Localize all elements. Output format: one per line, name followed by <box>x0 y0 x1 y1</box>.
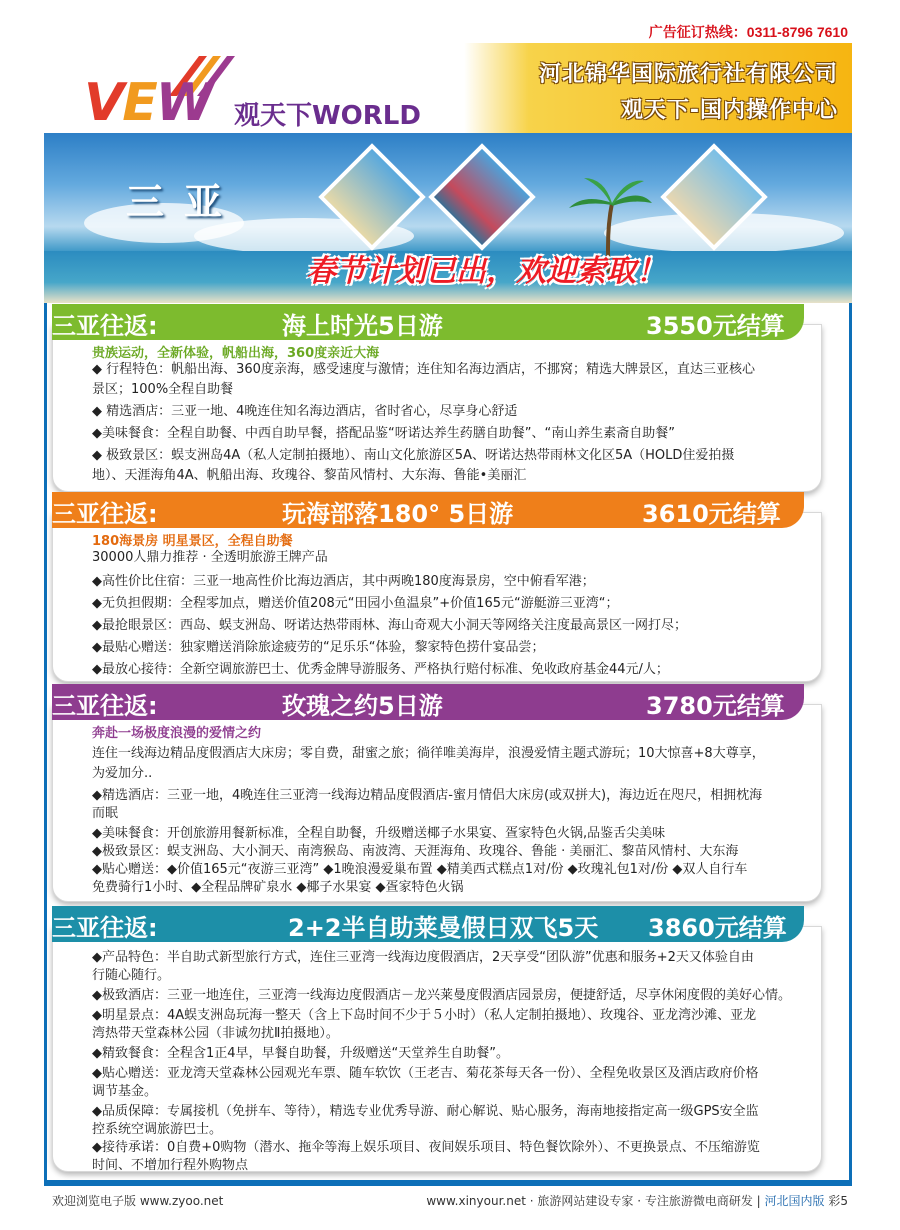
footer-right: www.xinyour.net · 旅游网站建设专家 · 专注旅游微电商研发 | 河北国内版 彩5 <box>426 1194 848 1208</box>
tour-line: 连住一线海边精品度假酒店大床房；零自费，甜蜜之旅；徜徉唯美海岸，浪漫爱情主题式游玩；10大惊喜+8大尊享， <box>92 746 765 761</box>
tour-section <box>52 492 822 682</box>
tour-name: 玫瑰之约5日游 <box>282 692 443 720</box>
destination-banner <box>44 133 852 303</box>
tour-line: 湾热带天堂森林公园（非诚勿扰Ⅱ拍摄地）。 <box>92 1026 339 1041</box>
tour-line: 调节基金。 <box>92 1084 158 1099</box>
couple-photo <box>428 143 535 250</box>
header <box>44 43 852 133</box>
tour-line: 30000人鼎力推荐 · 全透明旅游王牌产品 <box>92 550 328 565</box>
footer-edition: 河北国内版 <box>764 1194 825 1208</box>
tour-line: ◆美味餐食：全程自助餐、中西自助早餐，搭配品鉴“呀诺达养生药膳自助餐”、“南山养生素斋自助餐” <box>92 426 675 441</box>
tour-line: ◆ 精选酒店：三亚一地、4晚连住知名海边酒店，省时省心，尽享身心舒适 <box>92 404 518 419</box>
company-name: 河北锦华国际旅行社有限公司 <box>538 62 838 87</box>
tour-line: ◆精致餐食：全程含1正4早，早餐自助餐，升级赠送“天堂养生自助餐”。 <box>92 1046 510 1061</box>
tour-line: ◆产品特色：半自助式新型旅行方式，连住三亚湾一线海边度假酒店，2天享受“团队游”优惠和服务+2天又体验自由 <box>92 950 754 965</box>
tour-line: ◆明星景点：4A蜈支洲岛玩海一整天（含上下岛时间不少于５小时）（私人定制拍摄地）、玫瑰谷、亚龙湾沙滩、亚龙 <box>92 1008 757 1023</box>
tour-name: 玩海部落180° 5日游 <box>282 500 514 528</box>
logo-subtitle: 观天下WORLD <box>234 101 421 131</box>
footer-site: www.xinyour.net · 旅游网站建设专家 · 专注旅游微电商研发 <box>426 1194 753 1208</box>
tour-line: 行随心随行。 <box>92 968 171 983</box>
tour-subtitle: 贵族运动，全新体验，帆船出海，360度亲近大海 <box>92 346 380 361</box>
tour-price: 3610元结算 <box>642 500 781 528</box>
tour-price: 3550元结算 <box>646 312 785 340</box>
tour-line: 免费骑行1小时、◆全程品牌矿泉水 ◆椰子水果宴 ◆疍家特色火锅 <box>92 880 464 895</box>
tour-line: ◆高性价比住宿：三亚一地高性价比海边酒店，其中两晚180度海景房，空中俯看军港； <box>92 574 595 589</box>
tour-line: ◆最抢眼景区：西岛、蜈支洲岛、呀诺达热带雨林、海山奇观大小洞天等网络关注度最高景区一网打尽； <box>92 618 687 633</box>
tour-route: 三亚往返: <box>52 914 158 942</box>
tour-line: ◆最放心接待：全新空调旅游巴士、优秀金牌导游服务、严格执行赔付标准、免收政府基金44元/人； <box>92 662 669 677</box>
tour-line: 地）、天涯海角4A、帆船出海、玫瑰谷、黎苗风情村、大东海、鲁能•美丽汇 <box>92 468 527 483</box>
tour-line: 控系统空调旅游巴士。 <box>92 1122 223 1137</box>
tour-title-bar <box>52 304 804 340</box>
tour-name: 2+2半自助莱曼假日双飞5天 <box>288 914 599 942</box>
footer-left: 欢迎浏览电子版 www.zyoo.net <box>52 1194 224 1208</box>
tour-line: ◆美味餐食：开创旅游用餐新标准，全程自助餐，升级赠送椰子水果宴、疍家特色火锅,品鉴舌尖美味 <box>92 826 666 841</box>
tour-subtitle: 180海景房 明星景区，全程自助餐 <box>92 534 293 549</box>
tour-subtitle: 奔赴一场极度浪漫的爱情之约 <box>92 726 262 741</box>
tour-line: ◆ 行程特色：帆船出海、360度亲海，感受速度与激情；连住知名海边酒店，不挪窝；精选大牌景区，直达三亚核心 <box>92 362 755 377</box>
logo: VEW <box>84 73 212 133</box>
tour-line: 而眠 <box>92 806 119 821</box>
tour-line: ◆极致酒店：三亚一地连住，三亚湾一线海边度假酒店－龙兴莱曼度假酒店园景房，便捷舒适，尽享休闲度假的美好心情。 <box>92 988 791 1003</box>
tour-line: 景区；100%全程自助餐 <box>92 382 234 397</box>
tour-title-bar <box>52 684 804 720</box>
company-department: 观天下-国内操作中心 <box>620 98 838 123</box>
tour-line: ◆品质保障：专属接机（免拼车、等待），精选专业优秀导游、耐心解说、贴心服务，海南地接指定高一级GPS安全监 <box>92 1104 759 1119</box>
tour-line: ◆精选酒店：三亚一地，4晚连住三亚湾一线海边精品度假酒店-蜜月情侣大床房(或双拼大)，海边近在咫尺，相拥枕海 <box>92 788 763 803</box>
destination-title: 三亚 <box>126 179 243 224</box>
slogan: 春节计划已出，欢迎索取！ <box>306 254 666 289</box>
tour-route: 三亚往返: <box>52 312 158 340</box>
tour-line: ◆ 极致景区：蜈支洲岛4A（私人定制拍摄地）、南山文化旅游区5A、呀诺达热带雨林文化区5A（HOLD住爱拍摄 <box>92 448 735 463</box>
tour-price: 3780元结算 <box>646 692 785 720</box>
tour-line: ◆接待承诺：0自费+0购物（潜水、拖伞等海上娱乐项目、夜间娱乐项目、特色餐饮除外）、不更换景点、不压缩游览 <box>92 1140 760 1155</box>
tour-line: 为爱加分.. <box>92 766 153 781</box>
tour-route: 三亚往返: <box>52 692 158 720</box>
tour-title-bar <box>52 906 804 942</box>
tour-section <box>52 906 822 1174</box>
tour-line: ◆最贴心赠送：独家赠送消除旅途疲劳的“足乐乐“体验，黎家特色捞什宴品尝； <box>92 640 545 655</box>
tour-title-bar <box>52 492 804 528</box>
hotline: 广告征订热线：0311-8796 7610 <box>648 24 848 40</box>
tour-line: ◆无负担假期：全程零加点，赠送价值208元“田园小鱼温泉”+价值165元“游艇游三亚湾“； <box>92 596 619 611</box>
tour-name: 海上时光5日游 <box>282 312 443 340</box>
tour-line: ◆贴心赠送：◆价值165元“夜游三亚湾” ◆1晚浪漫爱巢布置 ◆精美西式糕点1对/份 ◆玫瑰礼包1对/份 ◆双人自行车 <box>92 862 748 877</box>
tour-route: 三亚往返: <box>52 500 158 528</box>
tour-line: ◆贴心赠送：亚龙湾天堂森林公园观光车票、随车软饮（王老吉、菊花茶每天各一份）、全程免收景区及酒店政府价格 <box>92 1066 759 1081</box>
tour-price: 3860元结算 <box>648 914 787 942</box>
tour-section <box>52 304 822 494</box>
tour-section <box>52 684 822 904</box>
footer-rule <box>44 1180 852 1186</box>
tour-line: 时间、不增加行程外购物点 <box>92 1158 249 1173</box>
page-number: 彩5 <box>828 1194 848 1208</box>
tour-line: ◆极致景区：蜈支洲岛、大小洞天、南湾猴岛、南波湾、天涯海角、玫瑰谷、鲁能 · 美丽汇、黎苗风情村、大东海 <box>92 844 739 859</box>
